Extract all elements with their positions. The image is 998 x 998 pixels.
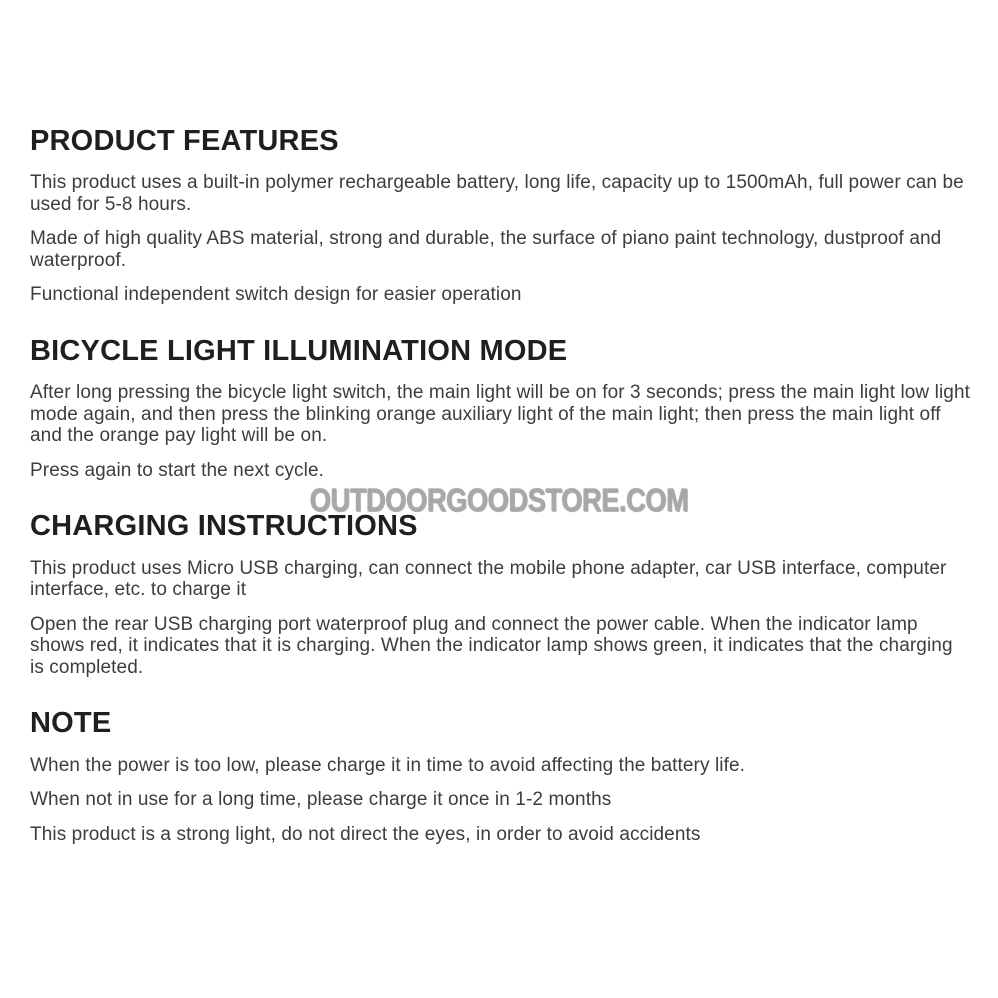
paragraph-light-switch-cycle: After long pressing the bicycle light switch, the main light will be on for 3 seconds; press the main light low light mode again, and then press the blinking orange auxiliary light of the main light; then press the main light off and the orange pay light will be on. [30,382,970,447]
paragraph-micro-usb: This product uses Micro USB charging, can connect the mobile phone adapter, car USB interface, computer interface, etc. to charge it [30,557,947,601]
section-illumination-mode [30,336,970,481]
paragraph-switch-design: Functional independent switch design for easier operation [30,284,522,306]
section-product-features [30,126,970,306]
paragraph-abs-material: Made of high quality ABS material, strong and durable, the surface of piano paint technology, dustproof and waterproof. [30,228,942,271]
paragraph-battery-capacity: This product uses a built-in polymer rechargeable battery, long life, capacity up to 1500mAh, full power can be used for 5-8 hours. [30,172,964,215]
paragraph-long-time-storage: When not in use for a long time, please charge it once in 1-2 months [30,789,612,811]
store-watermark: OUTDOORGOODSTORE.COM [309,482,689,519]
paragraph-low-power: When the power is too low, please charge it in time to avoid affecting the battery life. [30,754,746,776]
section-heading-product-features: PRODUCT FEATURES [30,125,339,157]
paragraph-indicator-lamp: Open the rear USB charging port waterproof plug and connect the power cable. When the indicator lamp shows red, it indicates that it is charging. When the indicator lamp shows green, it indicates that the charging is completed. [30,613,953,678]
section-note [30,708,970,845]
section-charging-instructions [30,511,970,678]
section-heading-illumination-mode: BICYCLE LIGHT ILLUMINATION MODE [30,334,568,367]
section-heading-note: NOTE [30,707,112,740]
paragraph-strong-light-warning: This product is a strong light, do not direct the eyes, in order to avoid accidents [30,823,701,845]
paragraph-press-again: Press again to start the next cycle. [30,459,325,481]
section-heading-charging-instructions: CHARGING INSTRUCTIONS [30,510,418,543]
